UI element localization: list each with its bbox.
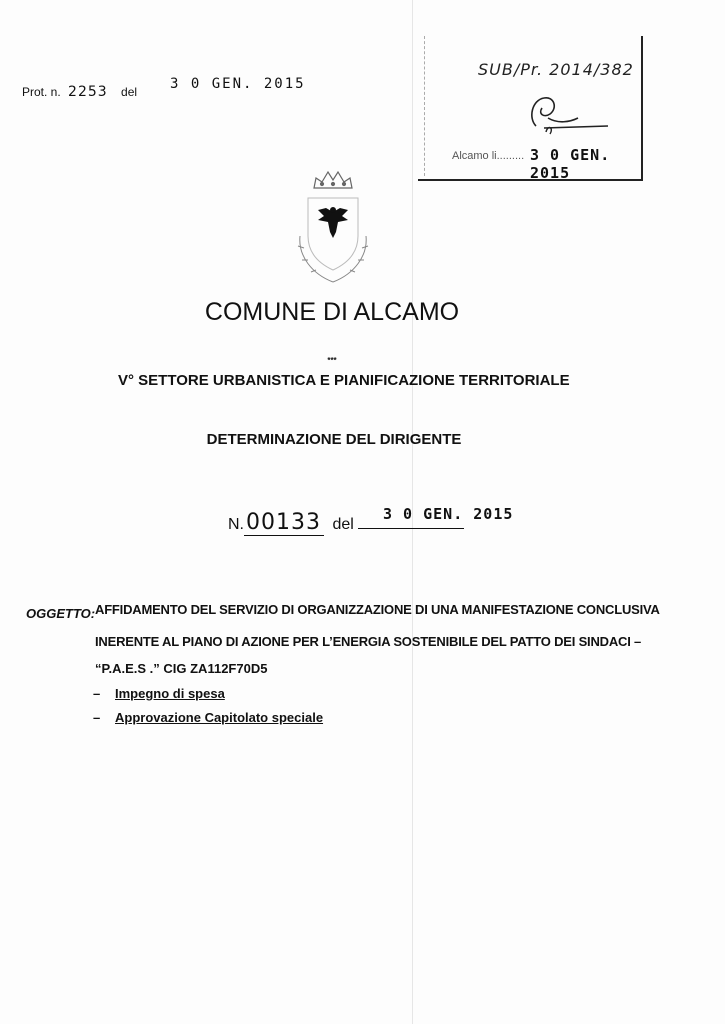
numero-prefix: N. (228, 516, 244, 533)
numero-value: 00133 (244, 510, 324, 536)
stamp-date: 3 0 GEN. 2015 (530, 146, 611, 182)
numero-del: del (332, 516, 354, 533)
stamp-handwritten-ref: SUB/Pr. 2014/382 (478, 60, 634, 79)
settore-title: V° SETTORE URBANISTICA E PIANIFICAZIONE TERRITORIALE (118, 372, 570, 389)
signature-icon (518, 88, 613, 138)
numero-date-stamp: 3 0 GEN. 2015 (383, 505, 514, 523)
protocol-number: 2253 (68, 84, 108, 100)
coat-of-arms-icon (278, 166, 388, 296)
determinazione-title: DETERMINAZIONE DEL DIRIGENTE (206, 431, 462, 448)
oggetto-label: OGGETTO: (26, 606, 96, 621)
oggetto-line-3: “P.A.E.S .” CIG ZA112F70D5 (95, 661, 268, 676)
list-item (93, 710, 323, 725)
header-separator: *** (327, 356, 337, 365)
protocol-line (22, 84, 137, 100)
protocol-del: del (121, 85, 138, 99)
oggetto-line-2: INERENTE AL PIANO DI AZIONE PER L’ENERGIA SOSTENIBILE DEL PATTO DEI SINDACI – (95, 634, 642, 649)
list-item-label: Impegno di spesa (115, 686, 225, 701)
list-item (93, 686, 225, 701)
oggetto-line-1: AFFIDAMENTO DEL SERVIZIO DI ORGANIZZAZIONE DI UNA MANIFESTAZIONE CONCLUSIVA (95, 602, 660, 617)
list-dash: – (93, 686, 101, 701)
reception-stamp (418, 36, 643, 181)
protocol-prefix: Prot. n. (22, 85, 61, 99)
list-item-label: Approvazione Capitolato speciale (115, 710, 324, 725)
comune-title: COMUNE DI ALCAMO (204, 298, 460, 326)
stamp-alcamo-label: Alcamo li......... (452, 150, 525, 162)
list-dash: – (93, 710, 101, 725)
stamp-dotted-edge (424, 36, 425, 176)
protocol-date-stamp: 3 0 GEN. 2015 (170, 76, 306, 92)
